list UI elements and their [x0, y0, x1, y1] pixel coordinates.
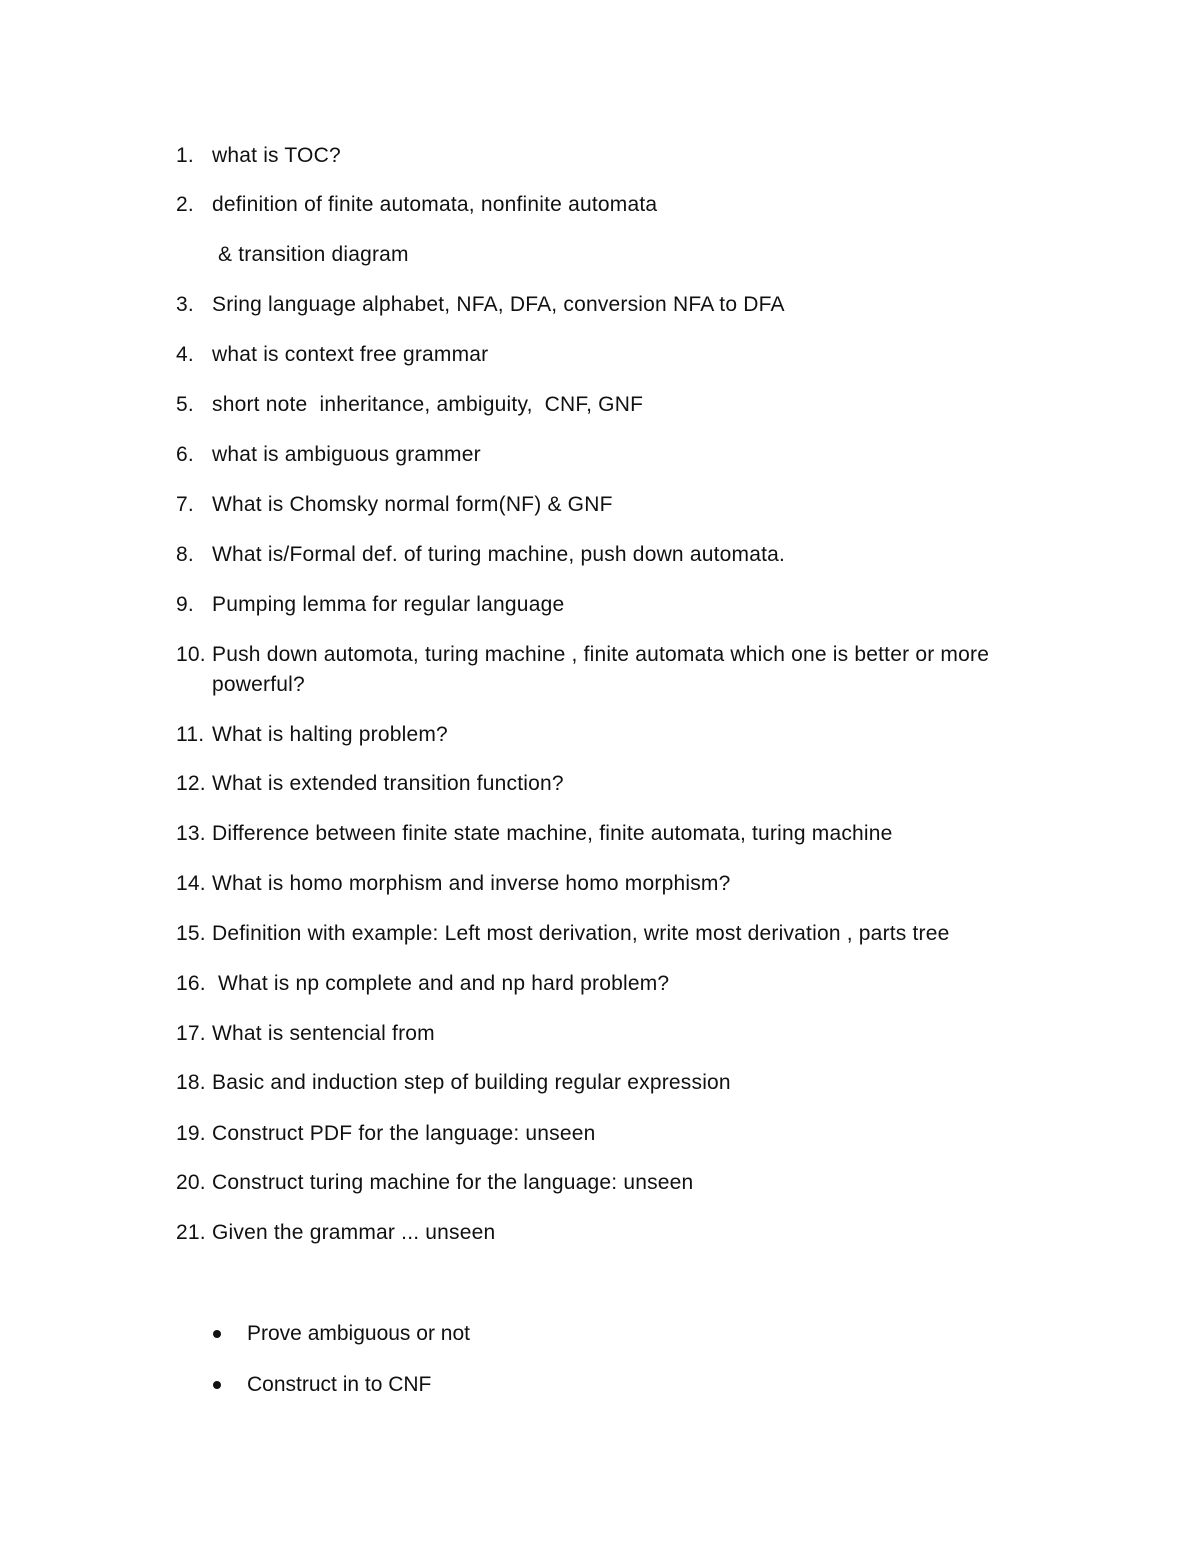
list-number: 7. [176, 493, 194, 516]
list-text: What is sentencial from [212, 1022, 435, 1045]
list-number: 17. [176, 1022, 206, 1045]
list-text: what is context free grammar [212, 343, 489, 366]
list-number: 21. [176, 1221, 206, 1244]
list-text: What is homo morphism and inverse homo morphism? [212, 872, 731, 895]
list-text: Push down automota, turing machine , finite automata which one is better or more powerful? [212, 643, 990, 696]
list-number: 11. [176, 723, 205, 746]
list-number: 20. [176, 1171, 206, 1194]
list-continuation-text: & transition diagram [218, 243, 409, 266]
bullet-text: Construct in to CNF [247, 1373, 432, 1396]
list-number: 6. [176, 443, 194, 466]
list-number: 3. [176, 293, 194, 316]
list-text: what is ambiguous grammer [212, 443, 481, 466]
list-number: 16. [176, 972, 206, 995]
list-text: short note inheritance, ambiguity, CNF, GNF [212, 393, 644, 416]
list-number: 15. [176, 922, 206, 945]
list-text: What is halting problem? [212, 723, 448, 746]
list-number: 5. [176, 393, 194, 416]
list-number: 18. [176, 1071, 206, 1094]
list-number: 2. [176, 193, 194, 216]
list-text: What is np complete and and np hard problem? [212, 972, 670, 995]
list-text: Pumping lemma for regular language [212, 593, 565, 616]
list-text: Definition with example: Left most derivation, write most derivation , parts tree [212, 922, 950, 945]
list-text: Construct turing machine for the language: unseen [212, 1171, 694, 1194]
list-text: Sring language alphabet, NFA, DFA, conversion NFA to DFA [212, 293, 785, 316]
list-text: Difference between finite state machine, finite automata, turing machine [212, 822, 893, 845]
list-number: 8. [176, 543, 194, 566]
list-number: 1. [176, 144, 194, 167]
list-number: 14. [176, 872, 206, 895]
list-number: 12. [176, 772, 206, 795]
list-number: 9. [176, 593, 194, 616]
bullet-text: Prove ambiguous or not [247, 1322, 470, 1345]
list-text: What is extended transition function? [212, 772, 564, 795]
list-number: 10. [176, 643, 206, 666]
list-number: 4. [176, 343, 194, 366]
list-text: Basic and induction step of building regular expression [212, 1071, 731, 1094]
list-text: Given the grammar ... unseen [212, 1221, 496, 1244]
list-text: definition of finite automata, nonfinite automata [212, 193, 658, 216]
list-number: 13. [176, 822, 206, 845]
list-text: what is TOC? [212, 144, 341, 167]
list-number: 19. [176, 1122, 206, 1145]
list-text: What is/Formal def. of turing machine, push down automata. [212, 543, 786, 566]
bullet-icon [213, 1330, 221, 1338]
bullet-icon [213, 1381, 221, 1389]
list-text: What is Chomsky normal form(NF) & GNF [212, 493, 613, 516]
list-text: Construct PDF for the language: unseen [212, 1122, 596, 1145]
